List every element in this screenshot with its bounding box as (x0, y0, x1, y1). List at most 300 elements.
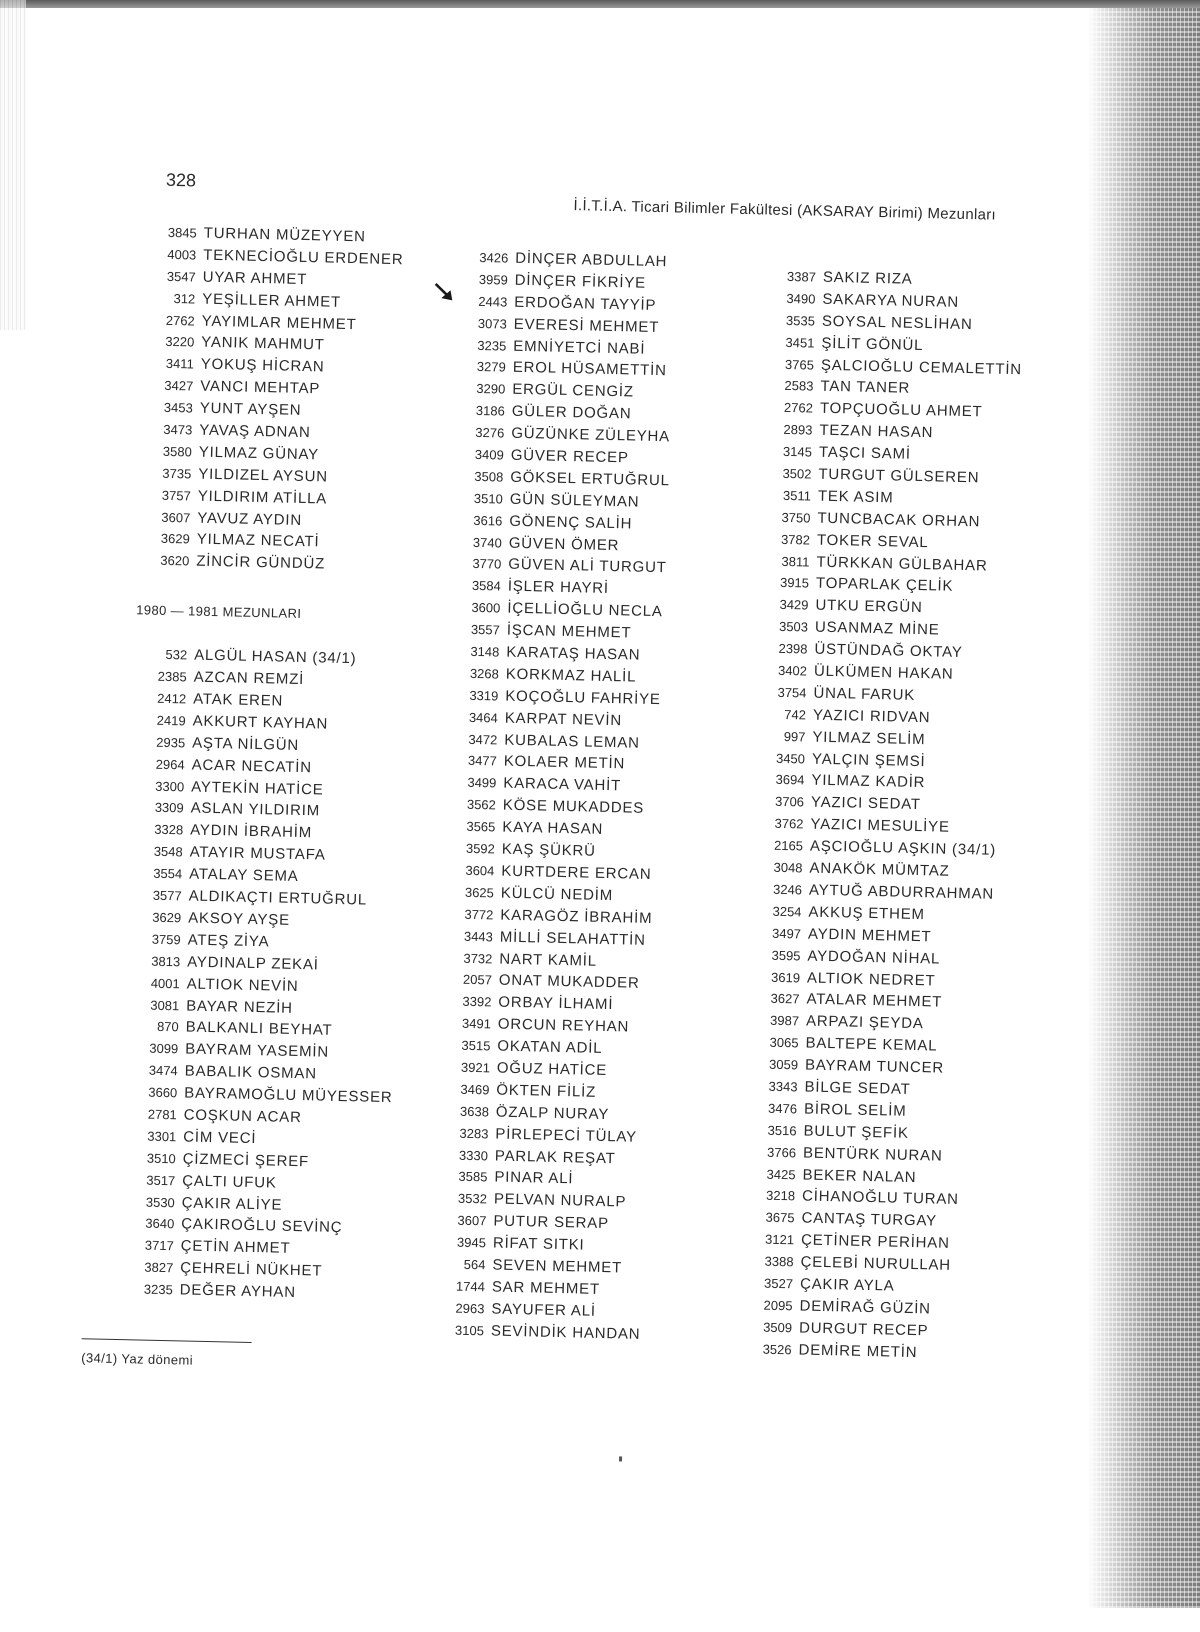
graduate-entry (432, 1319, 651, 1346)
graduate-name: OĞUZ HATİCE (496, 1059, 608, 1079)
graduate-number: 3411 (165, 356, 194, 372)
graduate-name: YILMAZ GÜNAY (198, 443, 320, 464)
graduate-name: AYDINALP ZEKAİ (187, 953, 319, 974)
graduate-number: 3121 (764, 1231, 795, 1248)
graduate-name: KORKMAZ HALİL (505, 665, 637, 686)
graduate-name: BALTEPE KEMAL (805, 1034, 938, 1055)
graduate-number: 3526 (762, 1341, 792, 1357)
graduate-name: GÜVER RECEP (510, 446, 629, 467)
graduate-number: 3584 (471, 578, 501, 594)
graduate-number: 3757 (161, 487, 191, 504)
graduate-name: ÇAKIROĞLU SEVİNÇ (181, 1215, 343, 1237)
graduate-number: 3548 (153, 843, 183, 860)
graduate-number: 3474 (148, 1062, 178, 1079)
graduate-name: GÖNENÇ SALİH (509, 512, 633, 533)
graduate-name: YAZICI RIDVAN (812, 706, 931, 727)
graduate-number: 2419 (156, 712, 186, 729)
graduate-name: KAYA HASAN (502, 818, 604, 839)
graduate-name: SEVİNDİK HANDAN (490, 1322, 641, 1343)
graduate-name: TAŞCI SAMİ (818, 443, 912, 463)
graduate-number: 3048 (773, 859, 803, 876)
graduate-number: 3343 (768, 1078, 798, 1095)
scan-speck (619, 1456, 622, 1461)
graduate-number: 3145 (782, 444, 813, 460)
graduate-number: 564 (463, 1256, 486, 1273)
graduate-number: 3392 (462, 994, 492, 1010)
graduate-number: 2412 (157, 690, 187, 707)
graduate-name: EVERESİ MEHMET (513, 315, 660, 336)
graduate-number: 3235 (143, 1281, 173, 1298)
graduate-number: 3604 (465, 862, 495, 879)
graduate-name: ONAT MUKADDER (498, 971, 640, 993)
graduate-number: 3283 (459, 1125, 489, 1141)
graduate-name: ÇETİN AHMET (180, 1237, 291, 1258)
graduate-column-1 (121, 221, 413, 1306)
graduate-number: 3750 (781, 509, 811, 526)
graduate-number: 3453 (163, 399, 193, 416)
graduate-number: 3627 (770, 991, 800, 1007)
graduate-name: AZCAN REMZİ (193, 668, 305, 689)
graduate-number: 3554 (153, 865, 183, 882)
graduate-number: 3409 (474, 446, 504, 463)
graduate-name: ANAKÖK MÜMTAZ (809, 859, 950, 880)
graduate-name: MİLLİ SELAHATTİN (499, 928, 646, 949)
graduate-number: 3497 (771, 925, 802, 942)
graduate-name: DİNÇER ABDULLAH (515, 249, 668, 271)
graduate-number: 3491 (461, 1015, 492, 1032)
graduate-name: ÜLKÜMEN HAKAN (813, 662, 954, 683)
graduate-number: 3782 (780, 531, 811, 548)
graduate-name: ÖKTEN FİLİZ (496, 1081, 597, 1101)
graduate-number: 3309 (154, 800, 184, 816)
graduate-number: 3502 (782, 465, 812, 482)
graduate-name: ACAR NECATİN (191, 756, 313, 776)
section-heading: 1980 — 1981 MEZUNLARI (136, 602, 302, 622)
graduate-name: BİLGE SEDAT (804, 1078, 911, 1098)
graduate-name: ÜNAL FARUK (813, 684, 916, 704)
graduate-name: TEKNECİOĞLU ERDENER (203, 246, 404, 269)
graduate-name: TEK ASIM (817, 487, 894, 507)
graduate-number: 2893 (783, 422, 813, 438)
graduate-name: AYDIN İBRAHİM (190, 821, 313, 842)
graduate-number: 3246 (772, 881, 803, 898)
graduate-number: 3427 (164, 378, 194, 394)
graduate-number: 3510 (146, 1150, 176, 1167)
graduate-number: 3290 (476, 381, 506, 397)
graduate-name: GÜLER DOĞAN (511, 402, 632, 423)
graduate-number: 2165 (773, 837, 804, 854)
graduate-name: ÇAKIR AYLA (799, 1275, 895, 1295)
graduate-number: 3629 (152, 909, 182, 926)
graduate-number: 3472 (468, 731, 498, 748)
graduate-list-middle (432, 246, 675, 1345)
graduate-number: 3754 (777, 684, 807, 701)
graduate-name: TÜRKKAN GÜLBAHAR (816, 553, 988, 575)
graduate-number: 3451 (785, 334, 815, 351)
graduate-number: 2385 (157, 668, 187, 685)
graduate-number: 3301 (147, 1128, 177, 1145)
graduate-name: BENTÜRK NURAN (802, 1144, 943, 1165)
graduate-number: 2057 (462, 972, 493, 988)
graduate-number: 3607 (161, 509, 191, 526)
graduate-name: SOYSAL NESLİHAN (821, 312, 973, 333)
graduate-name: BAYRAMOĞLU MÜYESSER (184, 1084, 393, 1107)
graduate-name: KURTDERE ERCAN (501, 862, 652, 883)
graduate-number: 3620 (160, 553, 190, 569)
graduate-number: 3987 (769, 1013, 800, 1029)
graduate-name: AKSOY AYŞE (188, 909, 291, 929)
graduate-name: BALKANLI BEYHAT (185, 1018, 333, 1040)
graduate-name: YALÇIN ŞEMSİ (811, 750, 926, 770)
graduate-name: ALGÜL HASAN (34/1) (193, 646, 357, 668)
graduate-name: AYDIN MEHMET (807, 925, 932, 946)
graduate-name: YOKUŞ HİCRAN (200, 355, 325, 376)
graduate-column-2 (432, 246, 675, 1345)
graduate-name: ATALAY SEMA (189, 865, 299, 886)
graduate-number: 3509 (763, 1319, 793, 1336)
graduate-name: KAŞ ŞÜKRÜ (501, 840, 596, 860)
graduate-name: PARLAK REŞAT (494, 1147, 616, 1167)
graduate-number: 3638 (459, 1103, 490, 1120)
graduate-number: 3813 (151, 953, 181, 970)
graduate-name: EMNİYETCİ NABİ (513, 337, 646, 358)
handwritten-arrow-icon (433, 281, 455, 303)
graduate-number: 2398 (778, 640, 808, 657)
graduate-name: DURGUT RECEP (798, 1319, 929, 1340)
graduate-number: 3511 (782, 487, 812, 504)
graduate-name: YILMAZ NECATİ (196, 531, 320, 551)
graduate-name: YAVAŞ ADNAN (199, 421, 311, 442)
graduate-number: 3527 (763, 1275, 794, 1292)
graduate-number: 3625 (464, 884, 495, 901)
graduate-name: SAYUFER ALİ (491, 1300, 596, 1320)
graduate-name: KARAGÖZ İBRAHİM (500, 906, 653, 927)
graduate-name: BAYRAM TUNCER (804, 1056, 945, 1077)
graduate-number: 2583 (784, 378, 814, 395)
graduate-name: BİROL SELİM (803, 1100, 907, 1120)
graduate-number: 3469 (460, 1081, 490, 1098)
graduate-name: GÜVEN ÖMER (508, 534, 620, 554)
graduate-number: 2443 (478, 293, 508, 310)
graduate-name: ORBAY İLHAMİ (498, 993, 614, 1014)
graduate-number: 3577 (152, 887, 182, 904)
graduate-name: KARATAŞ HASAN (506, 643, 641, 664)
graduate-number: 3477 (467, 753, 498, 769)
graduate-number: 3827 (144, 1259, 174, 1276)
graduate-number: 3732 (463, 950, 493, 966)
graduate-number: 3516 (767, 1122, 797, 1139)
graduate-number: 3770 (472, 556, 502, 572)
graduate-name: UTKU ERGÜN (815, 597, 923, 617)
graduate-number: 3547 (166, 268, 196, 285)
graduate-number: 3402 (777, 662, 808, 679)
graduate-name: NART KAMİL (499, 950, 598, 970)
graduate-name: CİM VECİ (183, 1128, 257, 1147)
graduate-number: 3186 (475, 403, 505, 419)
graduate-number: 3580 (162, 443, 192, 460)
graduate-number: 3945 (456, 1234, 487, 1251)
graduate-name: PINAR ALİ (494, 1168, 574, 1188)
graduate-number: 3319 (469, 687, 499, 704)
graduate-number: 3105 (454, 1322, 485, 1338)
graduate-number: 3557 (470, 621, 501, 638)
graduate-name: ATAYIR MUSTAFA (189, 843, 326, 864)
graduate-name: BABALIK OSMAN (184, 1062, 318, 1083)
graduate-name: BULUT ŞEFİK (803, 1122, 909, 1142)
graduate-number: 3515 (461, 1037, 491, 1054)
graduate-number: 3532 (457, 1190, 488, 1207)
graduate-number: 3464 (468, 709, 499, 726)
graduate-name: ATAK EREN (192, 690, 284, 710)
graduate-entry (121, 1278, 389, 1306)
scan-right-shadow (1088, 8, 1200, 1608)
graduate-name: CANTAŞ TURGAY (801, 1209, 938, 1230)
graduate-number: 3562 (466, 797, 497, 813)
graduate-name: ŞALCIOĞLU CEMALETTİN (820, 356, 1023, 378)
graduate-number: 3073 (477, 315, 507, 332)
graduate-name: KÜLCÜ NEDİM (500, 884, 614, 904)
graduate-name: BAYAR NEZİH (186, 996, 293, 1017)
graduate-list-bottom (121, 643, 403, 1306)
graduate-name: KÖSE MUKADDES (502, 796, 645, 818)
graduate-number: 3607 (457, 1212, 487, 1229)
footnote: (34/1) Yaz dönemi (81, 1350, 194, 1368)
graduate-name: ALDIKAÇTI ERTUĞRUL (188, 887, 368, 909)
graduate-name: KARPAT NEVİN (504, 709, 623, 729)
graduate-number: 742 (784, 706, 807, 723)
graduate-name: GÜN SÜLEYMAN (509, 490, 640, 511)
graduate-name: AYTEKİN HATİCE (191, 778, 324, 799)
graduate-number: 3766 (766, 1144, 797, 1160)
graduate-number: 3268 (469, 665, 500, 682)
graduate-number: 3675 (765, 1209, 795, 1226)
graduate-number: 3276 (475, 425, 505, 441)
graduate-name: TOKER SEVAL (816, 531, 929, 551)
graduate-number: 3600 (471, 600, 501, 616)
graduate-number: 3081 (150, 997, 180, 1013)
graduate-name: SAR MEHMET (491, 1278, 601, 1298)
graduate-name: YANIK MAHMUT (201, 334, 325, 354)
graduate-name: ÇETİNER PERİHAN (800, 1231, 950, 1253)
graduate-name: ERDOĞAN TAYYİP (514, 293, 657, 314)
graduate-number: 3218 (765, 1188, 796, 1204)
graduate-number: 3706 (774, 794, 805, 810)
graduate-number: 312 (173, 290, 196, 307)
graduate-name: TOPÇUOĞLU AHMET (819, 400, 983, 421)
graduate-number: 3921 (460, 1059, 491, 1076)
running-header: İ.İ.T.İ.A. Ticari Bilimler Fakültesi (AKSARAY Birimi) Mezunları (573, 197, 997, 224)
graduate-number: 4003 (167, 246, 197, 263)
graduate-number: 3235 (477, 337, 507, 354)
graduate-name: AŞCIOĞLU AŞKIN (34/1) (809, 837, 997, 859)
graduate-name: KOLAER METİN (503, 753, 626, 773)
graduate-name: EROL HÜSAMETTİN (512, 359, 667, 380)
graduate-name: YILDIRIM ATİLLA (197, 487, 328, 508)
graduate-number: 3530 (145, 1194, 175, 1210)
graduate-number: 3450 (775, 750, 806, 767)
graduate-number: 3429 (779, 597, 809, 613)
graduate-number: 3694 (775, 772, 805, 788)
graduate-name: TUNCBACAK ORHAN (817, 509, 981, 531)
graduate-number: 3629 (160, 531, 190, 547)
graduate-name: USANMAZ MİNE (814, 618, 940, 639)
graduate-number: 3772 (464, 906, 494, 923)
graduate-number: 3330 (458, 1147, 489, 1163)
graduate-name: YAZICI SEDAT (810, 793, 922, 814)
graduate-number: 3585 (458, 1169, 488, 1185)
graduate-number: 3845 (167, 224, 197, 241)
graduate-name: YAZICI MESULİYE (810, 815, 950, 837)
graduate-number: 1744 (455, 1278, 486, 1295)
graduate-name: AŞTA NİLGÜN (192, 734, 300, 754)
graduate-name: PUTUR SERAP (493, 1212, 610, 1233)
graduate-name: DEMİRE METİN (798, 1341, 918, 1361)
graduate-number: 3595 (771, 947, 801, 964)
graduate-name: ALTIOK NEDRET (806, 969, 936, 989)
graduate-name: KUBALAS LEMAN (504, 731, 640, 752)
graduate-name: DEĞER AYHAN (179, 1281, 297, 1302)
graduate-name: ERGÜL CENGİZ (512, 381, 635, 401)
graduate-number: 4001 (150, 975, 180, 991)
graduate-name: ALTIOK NEVİN (186, 975, 299, 995)
graduate-name: ATEŞ ZİYA (187, 931, 270, 951)
graduate-name: İÇELLİOĞLU NECLA (507, 599, 663, 621)
graduate-number: 3765 (784, 356, 815, 373)
graduate-name: ÖZALP NURAY (495, 1103, 610, 1123)
graduate-name: ASLAN YILDIRIM (190, 800, 321, 820)
graduate-number: 3510 (473, 490, 503, 507)
graduate-number: 3811 (781, 553, 810, 570)
graduate-number: 3425 (766, 1166, 796, 1182)
graduate-name: ÇİZMECİ ŞEREF (182, 1150, 310, 1171)
graduate-number: 3490 (786, 290, 816, 307)
graduate-name: ÇALTI UFUK (182, 1172, 277, 1192)
graduate-name: TURHAN MÜZEYYEN (203, 224, 366, 246)
graduate-number: 3328 (154, 822, 184, 838)
graduate-number: 3300 (155, 778, 185, 794)
graduate-number: 3499 (467, 775, 497, 791)
graduate-name: GÜZÜNKE ZÜLEYHA (511, 424, 671, 446)
graduate-number: 3148 (470, 643, 500, 660)
graduate-name: CİHANOĞLU TURAN (801, 1187, 959, 1209)
graduate-number: 3740 (472, 534, 502, 551)
graduate-entry (739, 1338, 999, 1366)
graduate-name: SEVEN MEHMET (492, 1256, 623, 1277)
graduate-name: KARACA VAHİT (503, 774, 622, 795)
graduate-number: 3503 (778, 619, 809, 635)
graduate-number: 2935 (156, 734, 186, 751)
graduate-list-right (739, 265, 1024, 1365)
graduate-number: 3592 (465, 840, 496, 857)
graduate-name: ÇEHRELİ NÜKHET (180, 1259, 323, 1280)
graduate-number: 3759 (151, 931, 181, 948)
graduate-name: BEKER NALAN (802, 1166, 917, 1186)
graduate-name: AKKURT KAYHAN (192, 712, 329, 733)
graduate-name: TOPARLAK ÇELİK (815, 575, 954, 596)
graduate-column-3 (739, 265, 1024, 1365)
graduate-number: 3387 (786, 268, 817, 285)
graduate-name: ORCUN REYHAN (497, 1015, 630, 1036)
graduate-name: YAVUZ AYDIN (197, 509, 303, 529)
graduate-name: DEMİRAĞ GÜZİN (799, 1297, 931, 1318)
graduate-number: 870 (156, 1019, 179, 1035)
graduate-number: 3517 (146, 1172, 176, 1188)
graduate-number: 2762 (783, 400, 814, 416)
graduate-number: 3959 (478, 271, 508, 288)
graduate-name: AYDOĞAN NİHAL (807, 947, 941, 968)
footnote-divider (82, 1338, 252, 1343)
graduate-number: 2095 (763, 1297, 793, 1314)
graduate-number: 3735 (162, 465, 192, 482)
graduate-number: 3616 (473, 512, 503, 529)
graduate-number: 532 (165, 647, 188, 663)
graduate-name: YILDIZEL AYSUN (198, 465, 329, 486)
graduate-name: VANCI MEHTAP (200, 377, 321, 398)
graduate-number: 3065 (769, 1034, 799, 1051)
graduate-name: ARPAZI ŞEYDA (805, 1012, 924, 1033)
graduate-number: 3508 (474, 468, 504, 485)
graduate-name: TAN TANER (820, 378, 911, 398)
graduate-name: RİFAT SITKI (492, 1234, 585, 1254)
graduate-name: İŞLER HAYRİ (507, 578, 610, 598)
graduate-name: ÜSTÜNDAĞ OKTAY (814, 640, 963, 662)
graduate-number: 3388 (764, 1253, 794, 1270)
graduate-name: GÖKSEL ERTUĞRUL (510, 468, 671, 490)
graduate-number: 3535 (785, 312, 816, 329)
page-number: 328 (165, 169, 197, 191)
graduate-number: 3220 (165, 334, 195, 350)
graduate-name: UYAR AHMET (202, 268, 308, 288)
graduate-name: TEZAN HASAN (819, 421, 934, 442)
graduate-name: AYTUĞ ABDURRAHMAN (808, 881, 995, 903)
graduate-number: 3915 (779, 575, 810, 591)
graduate-number: 2781 (147, 1106, 177, 1123)
graduate-name: YUNT AYŞEN (199, 399, 302, 420)
graduate-name: KOÇOĞLU FAHRİYE (505, 687, 661, 708)
graduate-number: 2963 (455, 1300, 485, 1317)
graduate-number: 3640 (145, 1216, 175, 1232)
graduate-number: 3565 (466, 818, 496, 835)
graduate-number: 3426 (479, 249, 509, 266)
graduate-name: SAKARYA NURAN (822, 290, 960, 311)
graduate-number: 3059 (768, 1056, 799, 1073)
graduate-name: AKKUŞ ETHEM (808, 903, 926, 924)
graduate-name: PELVAN NURALP (493, 1190, 627, 1211)
graduate-name: TURGUT GÜLSEREN (818, 465, 980, 487)
graduate-name: YILMAZ KADİR (811, 772, 926, 792)
graduate-number: 3473 (163, 421, 193, 438)
graduate-number: 3476 (767, 1100, 798, 1117)
graduate-name: YEŞİLLER AHMET (202, 290, 342, 311)
graduate-name: DİNÇER FİKRİYE (514, 271, 647, 292)
graduate-number: 3660 (148, 1084, 178, 1101)
graduate-name: OKATAN ADİL (497, 1037, 603, 1057)
graduate-name: COŞKUN ACAR (183, 1106, 302, 1127)
graduate-number: 3443 (463, 928, 494, 945)
graduate-number: 997 (783, 728, 806, 745)
graduate-name: İŞCAN MEHMET (506, 621, 632, 642)
graduate-number: 2762 (165, 312, 195, 329)
graduate-number: 3762 (774, 816, 804, 832)
graduate-number: 3254 (772, 903, 802, 920)
graduate-number: 3279 (476, 359, 506, 376)
graduate-name: PİRLEPECİ TÜLAY (495, 1125, 638, 1146)
graduate-name: BAYRAM YASEMİN (185, 1040, 330, 1062)
graduate-name: YAYIMLAR MEHMET (201, 312, 357, 333)
graduate-number: 3717 (144, 1237, 174, 1254)
graduate-name: SAKIZ RIZA (822, 268, 913, 288)
graduate-list-top (137, 221, 412, 577)
